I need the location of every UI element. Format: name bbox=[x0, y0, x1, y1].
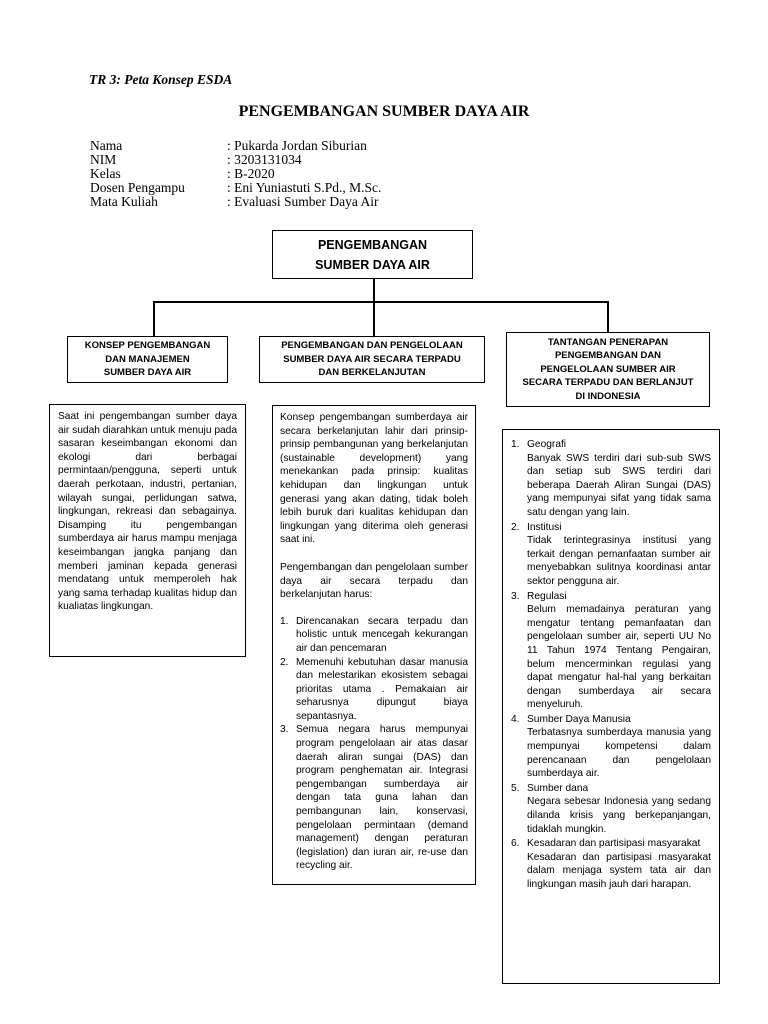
connector-horizontal bbox=[153, 301, 608, 303]
info-value: : Evaluasi Sumber Daya Air bbox=[227, 194, 379, 209]
branch-right-title-line: TANTANGAN PENERAPAN bbox=[547, 336, 669, 348]
info-key: NIM bbox=[90, 152, 117, 167]
connector-left-vertical bbox=[153, 301, 155, 337]
list-item-number: 2. bbox=[511, 521, 520, 533]
list-item bbox=[511, 837, 711, 891]
list-item bbox=[511, 590, 711, 712]
branch-right-title-line: DI INDONESIA bbox=[575, 390, 641, 402]
branch-left-paragraph: Saat ini pengembangan sumber daya air sudah diarahkan untuk menuju pada sasaran keseimbangan ekonomi dan ekologi dari berbagai permintaan/pengguna, seperti untuk daerah perkotaan, industri, pertanian, wilayah sungai, perlidungan satwa, lingkungan, rekreasi dan sebagainya. Disamping itu pengembangan sumberdaya air harus mampu menjaga keseimbangan jangka panjang dan memberi jaminan kepada generasi mendatang untuk memperoleh hak yang sama terhadap kualitas hidup dan kualiatas lingkungan. bbox=[58, 411, 237, 613]
list-item-heading: Regulasi bbox=[527, 590, 567, 602]
branch-middle-paragraph-1: Konsep pengembangan sumberdaya air secara berkelanjutan lahir dari prinsip-prinsip pembangunan yang berkelanjutan (sustainable development) yang menekankan pada prinsip: kualitas kehidupan dan lingkungan untuk generasi yang akan dating, tidak boleh lebih buruk dari kualitas kehidupan dan lingkungan yang diterima oleh generasi saat ini. bbox=[280, 412, 468, 546]
list-item bbox=[511, 521, 711, 589]
info-value: : 3203131034 bbox=[227, 152, 302, 167]
document-label: TR 3: Peta Konsep ESDA bbox=[89, 72, 233, 87]
connector-right-vertical bbox=[607, 301, 609, 333]
document-title: PENGEMBANGAN SUMBER DAYA AIR bbox=[238, 103, 530, 120]
list-item-number: 6. bbox=[511, 838, 520, 850]
info-key: Nama bbox=[90, 138, 123, 153]
list-item-text: Memenuhi kebutuhan dasar manusia dan melestarikan ekosistem sebagai prioritas utama . Pemakaian air seharusnya dipungut biaya sepantasnya. bbox=[296, 656, 468, 722]
root-concept-box bbox=[272, 230, 473, 279]
connector-middle-vertical bbox=[373, 301, 375, 337]
info-key: Kelas bbox=[90, 166, 121, 181]
list-item-heading: Sumber dana bbox=[527, 782, 589, 794]
list-item-text: Terbatasnya sumberdaya manusia yang mempunyai kompetensi dalam perencanaan dan pengelolaan sumberdaya air. bbox=[527, 727, 711, 780]
branch-middle-paragraph-2: Pengembangan dan pengelolaan sumber daya air secara terpadu dan berkelanjutan harus: bbox=[280, 561, 468, 601]
branch-middle-content bbox=[272, 405, 476, 885]
list-item-text: Belum memadainya peraturan yang mengatur tentang pemanfaatan dan pengelolaan sumber air, seperti UU No 11 Tahun 1974 Tentang Pengairan, belum mencerminkan regulasi yang dapat mengatur hal-hal yang berkaitan dengan sumberdaya air secara menyeluruh. bbox=[527, 604, 711, 711]
branch-middle-header bbox=[259, 336, 485, 383]
info-value: : B-2020 bbox=[227, 166, 275, 181]
branch-right-title-line: SECARA TERPADU DAN BERLANJUT bbox=[522, 377, 694, 389]
root-concept-line1: PENGEMBANGAN bbox=[317, 237, 428, 252]
list-item-text: Direncanakan secara terpadu dan holistic untuk mencegah kekurangan air dan pencemaran bbox=[296, 615, 468, 654]
branch-left-title-line: SUMBER DAYA AIR bbox=[103, 367, 192, 379]
list-item bbox=[511, 713, 711, 781]
list-item-text: Semua negara harus mempunyai program pengelolaan air atas dasar daerah aliran sungai (DAS) dan program penghematan air. Integrasi pengembangan sumberdaya air dengan tata guna lahan dan pembangunan lain, konservasi, pengelolaan permintaan (demand management) dengan peraturan (legislation) dan iuran air, re-use dan recycling air. bbox=[296, 724, 468, 872]
list-item bbox=[280, 656, 468, 724]
list-item bbox=[280, 615, 468, 656]
list-item-number: 2. bbox=[280, 656, 289, 668]
list-item-heading: Institusi bbox=[527, 521, 562, 533]
branch-left-header bbox=[67, 336, 228, 383]
branch-right-title-line: PENGELOLAAN SUMBER AIR bbox=[540, 363, 676, 375]
root-concept-line2: SUMBER DAYA AIR bbox=[315, 257, 430, 272]
branch-left-content bbox=[49, 404, 246, 657]
list-item-text: Kesadaran dan partisipasi masyarakat dalam menjaga system tata air dan lingkungan masih jauh dari harapan. bbox=[527, 851, 711, 890]
info-value: : Pukarda Jordan Siburian bbox=[227, 138, 367, 153]
branch-middle-list bbox=[280, 615, 468, 873]
branch-middle-title-line: DAN BERKELANJUTAN bbox=[318, 367, 426, 379]
info-key: Mata Kuliah bbox=[90, 194, 158, 209]
branch-left-title-line: KONSEP PENGEMBANGAN bbox=[84, 340, 211, 352]
list-item-text: Tidak terintegrasinya institusi yang terkait dengan pemanfaatan sumber air menyebabkan sulitnya koordinasi antar sektor pengguna air. bbox=[527, 535, 711, 587]
list-item-number: 4. bbox=[511, 713, 520, 725]
info-key: Dosen Pengampu bbox=[90, 180, 185, 195]
list-item-number: 1. bbox=[280, 615, 289, 627]
list-item bbox=[280, 723, 468, 873]
connector-root-vertical bbox=[373, 279, 375, 302]
list-item-heading: Kesadaran dan partisipasi masyarakat bbox=[527, 838, 701, 850]
list-item-number: 3. bbox=[511, 590, 520, 602]
branch-middle-title-line: SUMBER DAYA AIR SECARA TERPADU bbox=[283, 353, 461, 365]
list-item-number: 5. bbox=[511, 782, 520, 794]
list-item-text: Negara sebesar Indonesia yang sedang dilanda krisis yang berkepanjangan, tidaklah mungkin. bbox=[527, 796, 711, 835]
list-item-heading: Sumber Daya Manusia bbox=[527, 713, 631, 725]
branch-right-list bbox=[511, 438, 711, 892]
list-item-heading: Geografi bbox=[527, 439, 567, 450]
list-item-text: Banyak SWS terdiri dari sub-sub SWS dan setiap sub SWS terdiri dari beberapa Daerah Aliran Sungai (DAS) yang mempunyai sifat yang tidak sama satu dengan yang lain. bbox=[527, 452, 711, 518]
list-item-number: 3. bbox=[280, 724, 289, 736]
info-value: : Eni Yuniastuti S.Pd., M.Sc. bbox=[227, 180, 382, 195]
list-item bbox=[511, 438, 711, 520]
list-item bbox=[511, 782, 711, 836]
branch-middle-title-line: PENGEMBANGAN DAN PENGELOLAAN bbox=[281, 340, 463, 352]
branch-right-title-line: PENGEMBANGAN DAN bbox=[554, 350, 662, 362]
list-item-number: 1. bbox=[511, 439, 520, 450]
branch-right-content bbox=[502, 429, 720, 984]
branch-right-header bbox=[506, 332, 710, 407]
branch-left-title-line: DAN MANAJEMEN bbox=[105, 353, 190, 365]
